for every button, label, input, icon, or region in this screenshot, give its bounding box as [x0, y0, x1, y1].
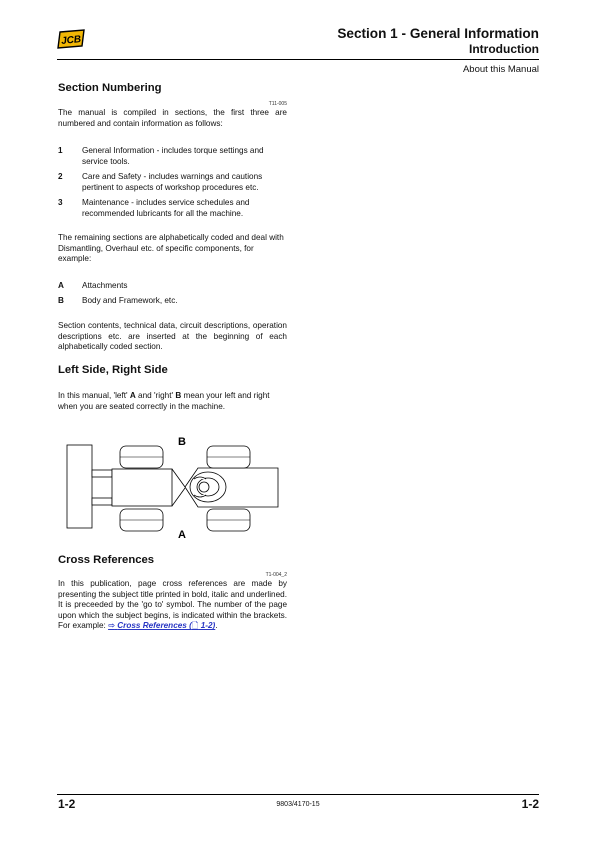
document-number: 9803/4170-15 — [276, 801, 320, 808]
remaining-sections-text: The remaining sections are alphabetically coded and deal with Dismantling, Overhaul etc. of specific components, for example: — [58, 233, 284, 264]
machine-diagram — [60, 430, 290, 542]
left-right-text: In this manual, 'left' A and 'right' B mean your left and right when you are seated correctly in the machine. — [58, 391, 270, 411]
list-item-text: Attachments — [82, 281, 128, 290]
list-item-text: Body and Framework, etc. — [82, 296, 178, 305]
cross-references-text: In this publication, page cross references are made by presenting the subject title printed in bold, italic and underlined. It is preceeded by the 'go to' symbol. The number of the page upon which the subject begins, is indicated within the brackets. For example: ⇨ Cross References (🗋 1-2). — [58, 579, 287, 631]
goto-icon: ⇨ — [108, 621, 115, 631]
label-a: A — [178, 529, 186, 541]
lift-arm-shape — [92, 498, 112, 505]
list-item — [58, 146, 287, 168]
page-number-right: 1-2 — [521, 797, 539, 811]
list-item-text: Care and Safety - includes warnings and cautions pertinent to aspects of workshop procedures etc. — [82, 172, 263, 192]
page-icon: 🗋 — [191, 621, 199, 631]
section-contents-text: Section contents, technical data, circuit descriptions, operation descriptions etc. are inserted at the beginning of each alphabetically coded section. — [58, 321, 287, 352]
list-item-key: B — [58, 296, 64, 305]
bucket-shape — [67, 445, 92, 528]
footer-rule — [57, 794, 539, 795]
svg-text:JCB: JCB — [60, 33, 82, 48]
label-b: B — [178, 436, 186, 448]
section-numbering-heading: Section Numbering — [58, 82, 162, 94]
list-item-key: 3 — [58, 198, 63, 207]
list-item — [58, 296, 287, 307]
section-numbering-ref: T11-005 — [268, 101, 287, 107]
jcb-logo — [56, 29, 86, 49]
page-number-left: 1-2 — [58, 797, 76, 811]
left-right-heading: Left Side, Right Side — [58, 364, 168, 376]
list-item — [58, 172, 287, 194]
subsection-title: Introduction — [469, 42, 539, 56]
list-item-text: General Information - includes torque settings and service tools. — [82, 146, 264, 166]
header-rule — [57, 59, 539, 60]
list-item — [58, 281, 287, 292]
cross-reference-link[interactable]: ⇨ Cross References (🗋 1-2) — [108, 621, 216, 631]
list-item — [58, 198, 287, 220]
lift-arm-shape — [92, 470, 112, 477]
list-item-key: 1 — [58, 146, 63, 155]
list-item-text: Maintenance - includes service schedules and recommended lubricants for all the machine. — [82, 198, 250, 218]
list-item-key: A — [58, 281, 64, 290]
section-numbering-intro: The manual is compiled in sections, the first three are numbered and contain information as follows: — [58, 108, 287, 128]
topic-label: About this Manual — [462, 64, 539, 75]
list-item-key: 2 — [58, 172, 63, 181]
section-title: Section 1 - General Information — [337, 26, 539, 41]
cross-references-heading: Cross References — [58, 554, 155, 566]
front-frame-shape — [112, 469, 172, 506]
cross-references-ref: T1-004_2 — [265, 572, 287, 578]
